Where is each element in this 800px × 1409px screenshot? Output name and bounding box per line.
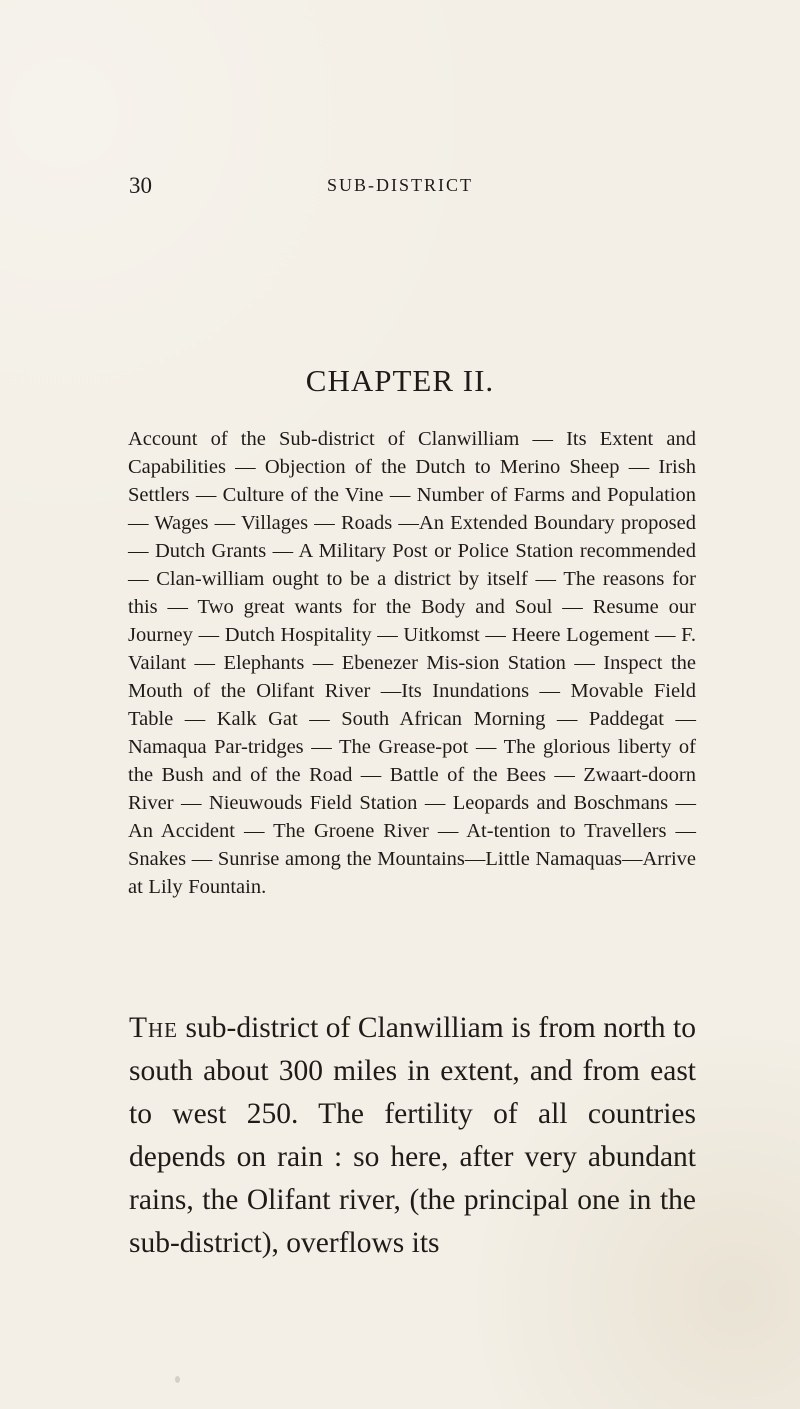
page-number: 30 bbox=[129, 173, 152, 198]
chapter-title: CHAPTER II. bbox=[305, 363, 495, 398]
paper-speck bbox=[175, 1376, 180, 1383]
running-head: SUB-DISTRICT bbox=[326, 175, 473, 195]
body-paragraph-text: sub-district of Clanwilliam is from north to south about 300 miles in extent, and from east to west 250. The fertility of all countries depends on rain : so here, after very abundant rains, the Olifant river, (the principal one in the sub-district), overflows its bbox=[129, 1012, 696, 1259]
opening-word: The bbox=[129, 1012, 179, 1044]
body-paragraph bbox=[129, 1007, 696, 1265]
chapter-summary: Account of the Sub-district of Clanwilliam — Its Extent and Capabilities — Objection of the Dutch to Merino Sheep — Irish Settlers — Culture of the Vine — Number of Farms and Population — Wages — Villages — Roads —An Extended Boundary proposed — Dutch Grants — A Military Post or Police Station recommended — Clan-william ought to be a district by itself — The reasons for this — Two great wants for the Body and Soul — Resume our Journey — Dutch Hospitality — Uitkomst — Heere Logement — F. Vailant — Elephants — Ebenezer Mis-sion Station — Inspect the Mouth of the Olifant River —Its Inundations — Movable Field Table — Kalk Gat — South African Morning — Paddegat — Namaqua Par-tridges — The Grease-pot — The glorious liberty of the Bush and of the Road — Battle of the Bees — Zwaart-doorn River — Nieuwouds Field Station — Leopards and Boschmans — An Accident — The Groene River — At-tention to Travellers — Snakes — Sunrise among the Mountains—Little Namaquas—Arrive at Lily Fountain. bbox=[128, 428, 696, 898]
